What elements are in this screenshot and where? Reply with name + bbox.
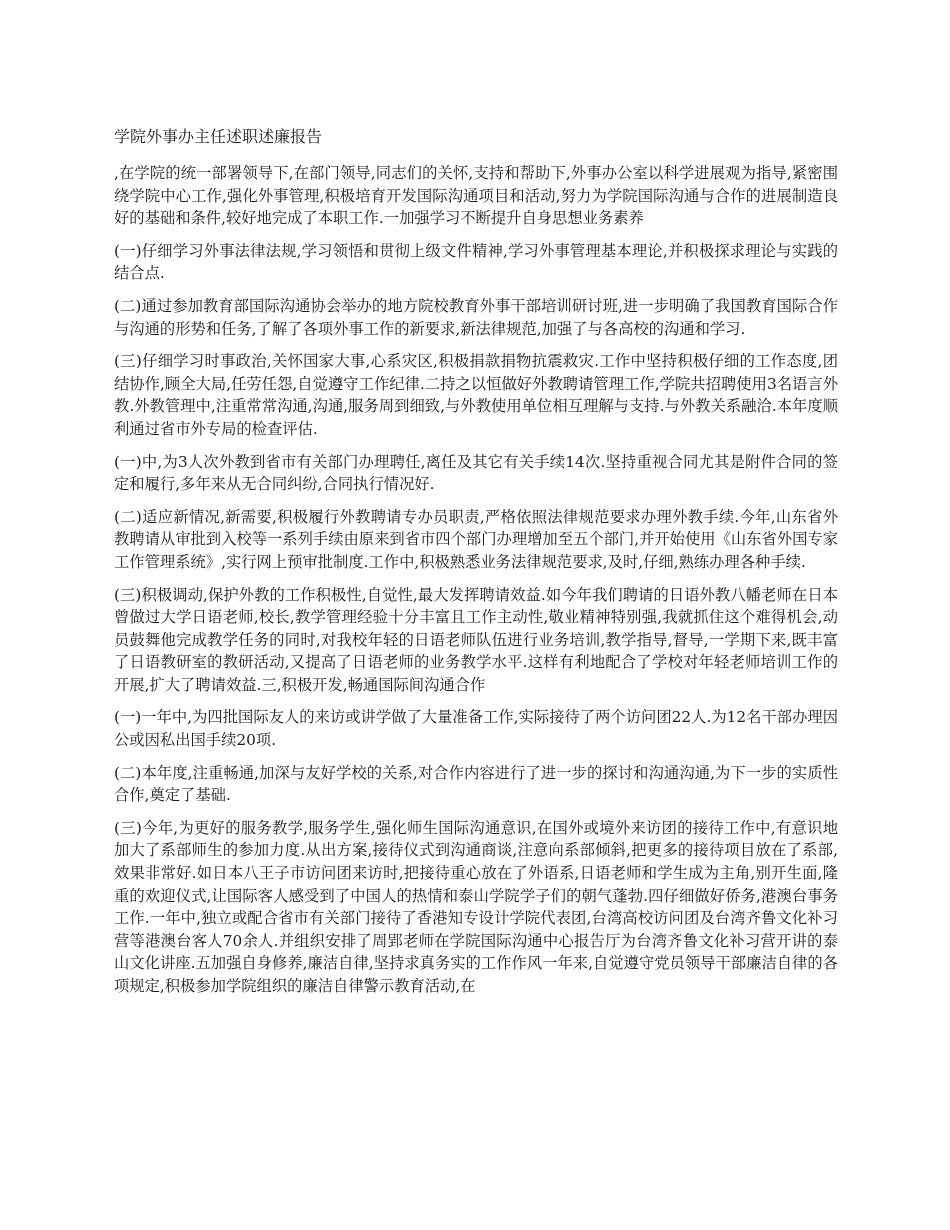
paragraph-intro: ,在学院的统一部署领导下,在部门领导,同志们的关怀,支持和帮助下,外事办公室以科学进展观为指导,紧密围绕学院中心工作,强化外事管理,积极培育开发国际沟通项目和活动,努力为学院国际沟通与合作的进展制造良好的基础和条件,较好地完成了本职工作.一加强学习不断提升自身思想业务素养 xyxy=(114,164,838,228)
document-title: 学院外事办主任述职述廉报告 xyxy=(114,127,323,146)
paragraph-2-3: (三)积极调动,保护外教的工作积极性,自觉性,最大发挥聘请效益.如今年我们聘请的日语外教八幡老师在日本曾做过大学日语老师,校长,教学管理经验十分丰富且工作主动性,敬业精神特别强,我就抓住这个难得机会,动员鼓舞他完成教学任务的同时,对我校年轻的日语老师队伍进行业务培训,教学指导,督导,一学期下来,既丰富了日语教研室的教研活动,又提高了日语老师的业务教学水平.这样有利地配合了学校对年轻老师培训工作的开展,扩大了聘请效益.三,积极开发,畅通国际间沟通合作 xyxy=(114,585,838,694)
paragraph-1-3: (三)仔细学习时事政治,关怀国家大事,心系灾区,积极捐款捐物抗震救灾.工作中坚持积极仔细的工作态度,团结协作,顾全大局,任劳任怨,自觉遵守工作纪律.二持之以恒做好外教聘请管理工作,学院共招聘使用3名语言外教.外教管理中,注重常常沟通,沟通,服务周到细致,与外教使用单位相互理解与支持.与外教关系融洽.本年度顺利通过省市外专局的检查评估. xyxy=(114,352,838,438)
paragraph-1-1: (一)仔细学习外事法律法规,学习领悟和贯彻上级文件精神,学习外事管理基本理论,并积极探求理论与实践的结合点. xyxy=(114,241,838,283)
paragraph-1-2: (二)通过参加教育部国际沟通协会举办的地方院校教育外事干部培训研讨班,进一步明确了我国教育国际合作与沟通的形势和任务,了解了各项外事工作的新要求,新法律规范,加强了与各高校的沟通和学习. xyxy=(114,296,838,338)
paragraph-3-3: (三)今年,为更好的服务教学,服务学生,强化师生国际沟通意识,在国外或境外来访团的接待工作中,有意识地加大了系部师生的参加力度.从出方案,接待仪式到沟通商谈,注意向系部倾斜,把更多的接待项目放在了系部,效果非常好.如日本八王子市访问团来访时,把接待重心放在了外语系,日语老师和学生成为主角,别开生面,隆重的欢迎仪式,让国际客人感受到了中国人的热情和泰山学院学子们的朝气蓬勃.四仔细做好侨务,港澳台事务工作.一年中,独立或配合省市有关部门接待了香港知专设计学院代表团,台湾高校访问团及台湾齐鲁文化补习营等港澳台客人70余人.并组织安排了周郢老师在学院国际沟通中心报告厅为台湾齐鲁文化补习营开讲的泰山文化讲座.五加强自身修养,廉洁自律,坚持求真务实的工作作风一年来,自觉遵守党员领导干部廉洁自律的各项规定,积极参加学院组织的廉洁自律警示教育活动,在 xyxy=(114,818,838,995)
paragraph-3-2: (二)本年度,注重畅通,加深与友好学校的关系,对合作内容进行了进一步的探讨和沟通沟通,为下一步的实质性合作,奠定了基础. xyxy=(114,763,838,805)
paragraph-2-2: (二)适应新情况,新需要,积极履行外教聘请专办员职责,严格依照法律规范要求办理外教手续.今年,山东省外教聘请从审批到入校等一系列手续由原来到省市四个部门办理增加至五个部门,并开始使用《山东省外国专家工作管理系统》,实行网上预审批制度.工作中,积极熟悉业务法律规范要求,及时,仔细,熟练办理各种手续. xyxy=(114,507,838,571)
document-page xyxy=(114,126,838,1008)
paragraph-2-1: (一)中,为3人次外教到省市有关部门办理聘任,离任及其它有关手续14次.坚持重视合同尤其是附件合同的签定和履行,多年来从无合同纠纷,合同执行情况好. xyxy=(114,452,838,494)
paragraph-3-1: (一)一年中,为四批国际友人的来访或讲学做了大量准备工作,实际接待了两个访问团22人.为12名干部办理因公或因私出国手续20项. xyxy=(114,708,838,750)
